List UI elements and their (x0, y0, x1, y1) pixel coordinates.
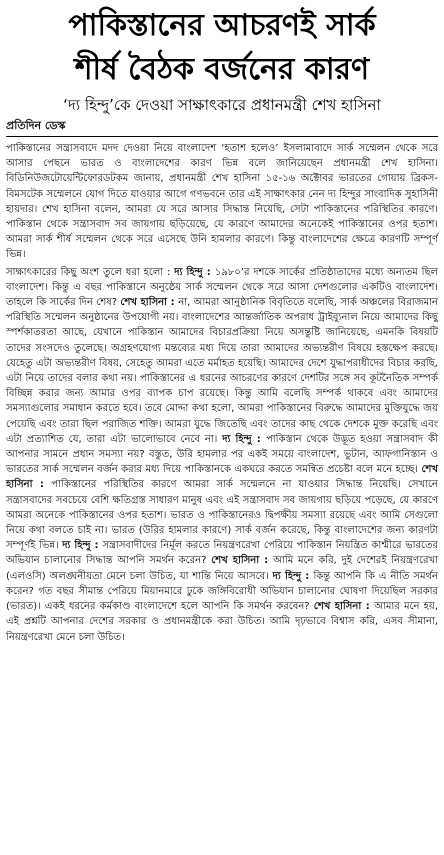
speaker-label-hasina: শেখ হাসিনা : (120, 297, 179, 309)
answer-text: পাকিস্তানের পরিস্থিতির কারণে আমরা সার্ক সম্মেলনে না যাওয়ার সিদ্ধান্ত নিয়েছি। সেখানে সন্ত্রাসবাদের সবচেয়ে বেশি ক্ষতিগ্রস্ত সাধারণ মানুষ এবং এই সন্ত্রাসবাদ সব জায়গায় ছড়িয়ে পড়েছে, যে কারণে আমরা অনেকে পাকিস্তানের ওপর হতাশ। ভারত ও পাকিস্তানেরও দ্বিপক্ষীয় সমস্যা রয়েছে এবং আমি সেগুলো নিয়ে কথা বলতে চাই না। ভারত (উরির হামলার কারণে) সার্ক বর্জন করেছে, কিন্তু বাংলাদেশের জন্য কারণটা সম্পূর্ণই ভিন্ন। (6, 479, 438, 552)
headline-line-2: শীর্ষ বৈঠক বর্জনের কারণ (74, 52, 370, 87)
speaker-label-hasina: শেখ হাসিনা : (6, 464, 438, 491)
question-text: সন্ত্রাসবাদীদের নির্মূল করতে নিয়ন্ত্রণরেখা পেরিয়ে পাকিস্তান নিয়ন্ত্রিত কাশ্মীরে ভারতের অভিযান চালানোর সিদ্ধান্ত আপনি সমর্থন করেন? (6, 540, 438, 567)
article-body (6, 141, 438, 645)
headline (0, 0, 444, 92)
speaker-label-hindu: দ্য হিন্দু : (62, 540, 103, 552)
interview-intro: সাক্ষাৎকারের কিছু অংশ তুলে ধরা হলো : (6, 266, 175, 278)
speaker-label-hindu: দ্য হিন্দু : (174, 266, 215, 278)
article-paragraph-2 (6, 265, 438, 645)
answer-text: না, আমরা আনুষ্ঠানিক বিবৃতিতে বলেছি, সার্ক অঞ্চলের বিরাজমান পরিস্থিতি সম্মেলন অনুষ্ঠানের উপযোগী নয়। বাংলাদেশের আন্তর্জাতিক অপরাধ ট্রাইব্যুনাল নিয়ে আমাদের কিছু স্পর্শকাতরতা আছে, যেখানে পাকিস্তান আমাদের বিচারপ্রক্রিয়া নিয়ে অসন্তুষ্টি জানিয়েছে, এমনকি বিষয়টি তাদের সংসদেও তুলেছে। অগ্রহণযোগ্য মন্তব্যের মধ্য দিয়ে তারা আমাদের অভ্যন্তরীণ বিষয়ে হস্তক্ষেপ করছে। যেহেতু এটা অভ্যন্তরীণ বিষয়, সেহেতু আমরা এতে মর্মাহত হয়েছি। আমাদের দেশে যুদ্ধাপরাধীদের বিচার করছি, এটা নিয়ে তাদের বলার কথা নয়। পাকিস্তানের এ ধরনের আচরণের কারণে দেশটির সঙ্গে সব কূটনৈতিক সম্পর্ক বিচ্ছিন্ন করার জন্য আমার ওপর ব্যাপক চাপ রয়েছে। কিন্তু আমি বলেছি সম্পর্ক থাকবে এবং আমাদের সমস্যাগুলোর সমাধান করতে হবে। তবে মোদ্দা কথা হলো, আমরা পাকিস্তানের বিরুদ্ধে আমাদের মুক্তিযুদ্ধে জয় পেয়েছি এবং তারা ছিল পরাজিত শক্তি। আমরা যুদ্ধে জিতেছি এবং তাদের কাছ থেকে দেশকে মুক্ত করেছি এবং এটা প্রত্যাশিত যে, তারা এটা ভালোভাবে নেবে না। (6, 297, 439, 445)
byline: প্রতিদিন ডেস্ক (6, 119, 66, 132)
answer-text: আমার মনে হয়, এই প্রশ্নটি আপনার দেশের সরকার ও প্রধানমন্ত্রীকে করা উচিত। আমি দৃঢ়ভাবে বিশ্বাস করি, এসব সীমানা, নিয়ন্ত্রণরেখা মেনে চলা উচিত। (6, 601, 438, 643)
question-text: ১৯৮০’র দশকে সার্কের প্রতিষ্ঠাতাদের মধ্যে অন্যতম ছিল বাংলাদেশ। কিন্তু এ বছর পাকিস্তানে অনুষ্ঠেয় সার্ক সম্মেলন থেকে সরে আসা দেশগুলোর একটিও বাংলাদেশ। তাহলে কি সার্কের দিন শেষ? (6, 266, 438, 309)
question-text: পাকিস্তান থেকে উদ্ভূত হওয়া সন্ত্রাসবাদ কী আপনার সামনে প্রধান সমস্যা নয়? বস্তুত, উরি হামলার পর একই সময়ে বাংলাদেশ, ভুটান, আফগানিস্তান ও ভারতের সার্ক সম্মেলন বর্জন করার মধ্য দিয়ে পাকিস্তানকে একঘরে করতে সমন্বিত প্রচেষ্টা বলে মনে হচ্ছে। (6, 433, 439, 476)
speaker-label-hasina: শেখ হাসিনা : (313, 601, 375, 613)
byline-divider (6, 136, 438, 137)
speaker-label-hindu: দ্য হিন্দু : (272, 570, 314, 582)
answer-text: আমি মনে করি, দুই দেশেরই নিয়ন্ত্রণরেখা (এলওসি) অলঙ্ঘনীয়তা মেনে চলা উচিত, যা শান্তি নিয়ে আসবে। (6, 555, 438, 582)
speaker-label-hasina: শেখ হাসিনা : (211, 555, 274, 567)
headline-line-1: পাকিস্তানের আচরণই সার্ক (68, 8, 376, 43)
question-text: কিন্তু আপনি কি এ নীতি সমর্থন করেন? গত বছর সীমান্ত পেরিয়ে মিয়ানমারে ঢুকে জঙ্গিবিরোধী অভিযান চালানোর ঘোষণা দিয়েছিল সরকার (ভারত)। একই ধরনের কর্মকাণ্ড বাংলাদেশে হলে আপনি কি সমর্থন করবেন? (6, 570, 438, 613)
speaker-label-hindu: দ্য হিন্দু : (222, 433, 266, 445)
subheadline: ‘দ্য হিন্দু’কে দেওয়া সাক্ষাৎকারে প্রধানমন্ত্রী শেখ হাসিনা (63, 96, 381, 114)
article-paragraph-1: পাকিস্তানের সন্ত্রাসবাদে মদদ দেওয়া নিয়ে বাংলাদেশ ‘হতাশ হলেও’ ইসলামাবাদে সার্ক সম্মেলন থেকে সরে আসার পেছনে ভারত ও বাংলাদেশের কারণ ভিন্ন বলে জানিয়েছেন প্রধানমন্ত্রী শেখ হাসিনা। বিডিনিউজটোয়েন্টিফোরডটকম জানায়, প্রধানমন্ত্রী শেখ হাসিনা ১৫-১৬ অক্টোবর ভারতের গোয়ায় ব্রিকস-বিমসটেক সম্মেলনে যোগ দিতে যাওয়ার আগে গণভবনে তার এই সাক্ষাৎকার নেন দ্য হিন্দুর সাংবাদিক সুহাসিনী হায়দার। শেখ হাসিনা বলেন, আমরা যে সরে আসার সিদ্ধান্ত নিয়েছি, সেটা পাকিস্তানের পরিস্থিতির কারণে। পাকিস্তান থেকে সন্ত্রাসবাদ সব জায়গায় ছড়িয়েছে, যে কারণে আমাদের অনেকেই পাকিস্তানের ওপর হতাশ। আমরা সার্ক শীর্ষ সম্মেলন থেকে সরে এসেছে উনি হামলার কারণে। কিন্তু বাংলাদেশের ক্ষেত্রে কারণটি সম্পূর্ণ ভিন্ন। (6, 143, 438, 261)
